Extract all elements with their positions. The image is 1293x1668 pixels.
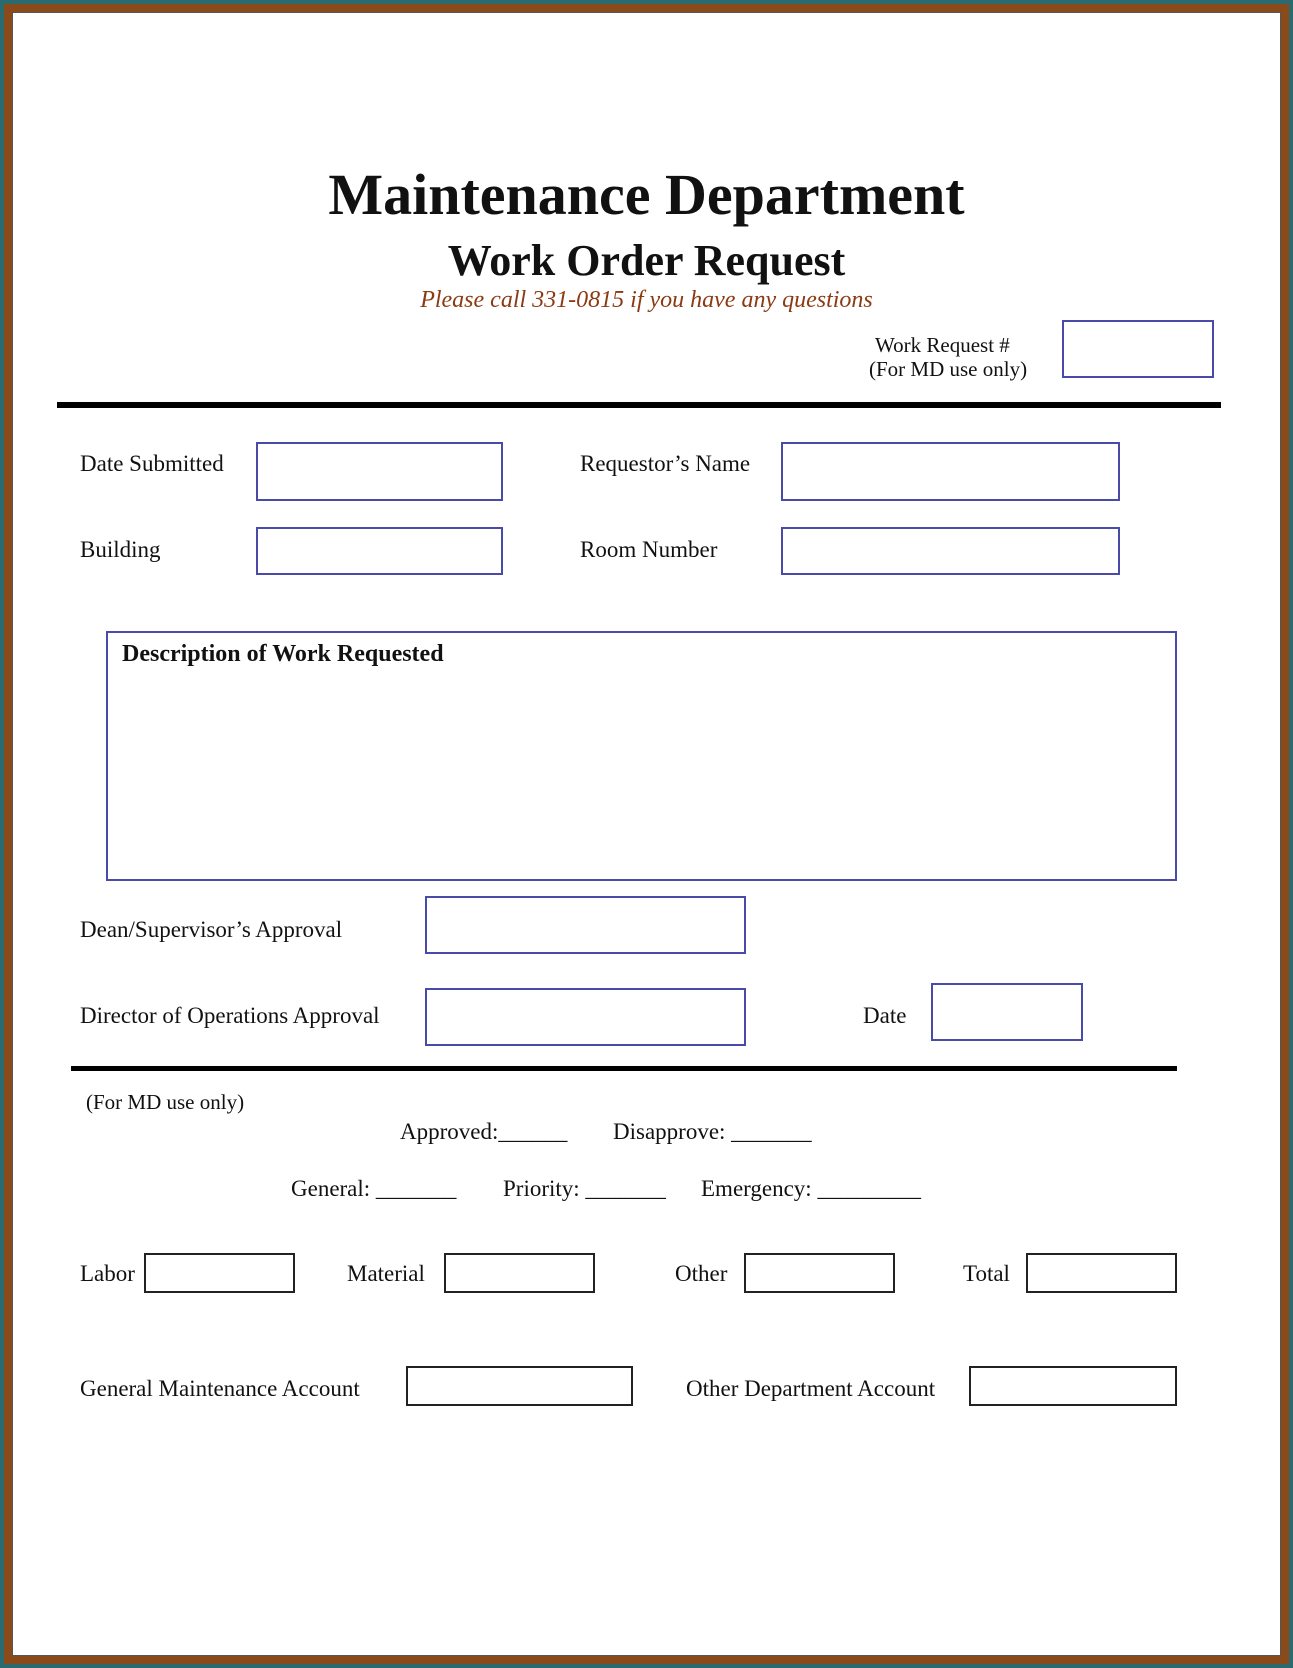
building-label: Building xyxy=(80,537,161,562)
priority-line[interactable]: Priority: _______ xyxy=(503,1176,666,1201)
approved-line[interactable]: Approved:______ xyxy=(400,1119,568,1144)
material-label: Material xyxy=(347,1261,425,1286)
approval-date-label: Date xyxy=(863,1003,907,1028)
dean-supervisor-approval-label: Dean/Supervisor’s Approval xyxy=(80,917,343,942)
total-field[interactable] xyxy=(1026,1253,1177,1293)
form-page xyxy=(12,12,1281,1656)
emergency-line[interactable]: Emergency: _________ xyxy=(701,1176,921,1201)
other-label: Other xyxy=(675,1261,728,1286)
form-subtitle: Work Order Request xyxy=(447,236,846,285)
work-request-number-field[interactable] xyxy=(1062,320,1214,378)
description-field[interactable] xyxy=(106,631,1177,881)
total-label: Total xyxy=(963,1261,1010,1286)
date-submitted-field[interactable] xyxy=(256,442,503,501)
description-label: Description of Work Requested xyxy=(122,641,444,667)
work-request-sublabel: (For MD use only) xyxy=(869,357,1028,381)
date-submitted-label: Date Submitted xyxy=(80,451,224,476)
other-field[interactable] xyxy=(744,1253,895,1293)
requestor-name-field[interactable] xyxy=(781,442,1120,501)
material-field[interactable] xyxy=(444,1253,595,1293)
approval-date-field[interactable] xyxy=(931,983,1083,1041)
work-request-label: Work Request # xyxy=(875,333,1010,357)
dean-supervisor-approval-field[interactable] xyxy=(425,896,746,954)
building-field[interactable] xyxy=(256,527,503,575)
general-line[interactable]: General: _______ xyxy=(291,1176,457,1201)
form-title: Maintenance Department xyxy=(328,162,965,227)
general-maintenance-account-field[interactable] xyxy=(406,1366,633,1406)
general-maintenance-account-label: General Maintenance Account xyxy=(80,1376,360,1401)
disapprove-line[interactable]: Disapprove: _______ xyxy=(613,1119,812,1144)
labor-label: Labor xyxy=(80,1261,135,1286)
contact-note: Please call 331-0815 if you have any questions xyxy=(420,287,873,313)
labor-field[interactable] xyxy=(144,1253,295,1293)
other-department-account-field[interactable] xyxy=(969,1366,1177,1406)
director-operations-approval-field[interactable] xyxy=(425,988,746,1046)
other-department-account-label: Other Department Account xyxy=(686,1376,936,1401)
room-number-label: Room Number xyxy=(580,537,718,562)
md-use-only-note: (For MD use only) xyxy=(86,1090,245,1114)
bottom-divider xyxy=(71,1066,1177,1071)
room-number-field[interactable] xyxy=(781,527,1120,575)
director-operations-approval-label: Director of Operations Approval xyxy=(80,1003,380,1028)
requestor-name-label: Requestor’s Name xyxy=(580,451,751,476)
top-divider xyxy=(57,402,1221,408)
